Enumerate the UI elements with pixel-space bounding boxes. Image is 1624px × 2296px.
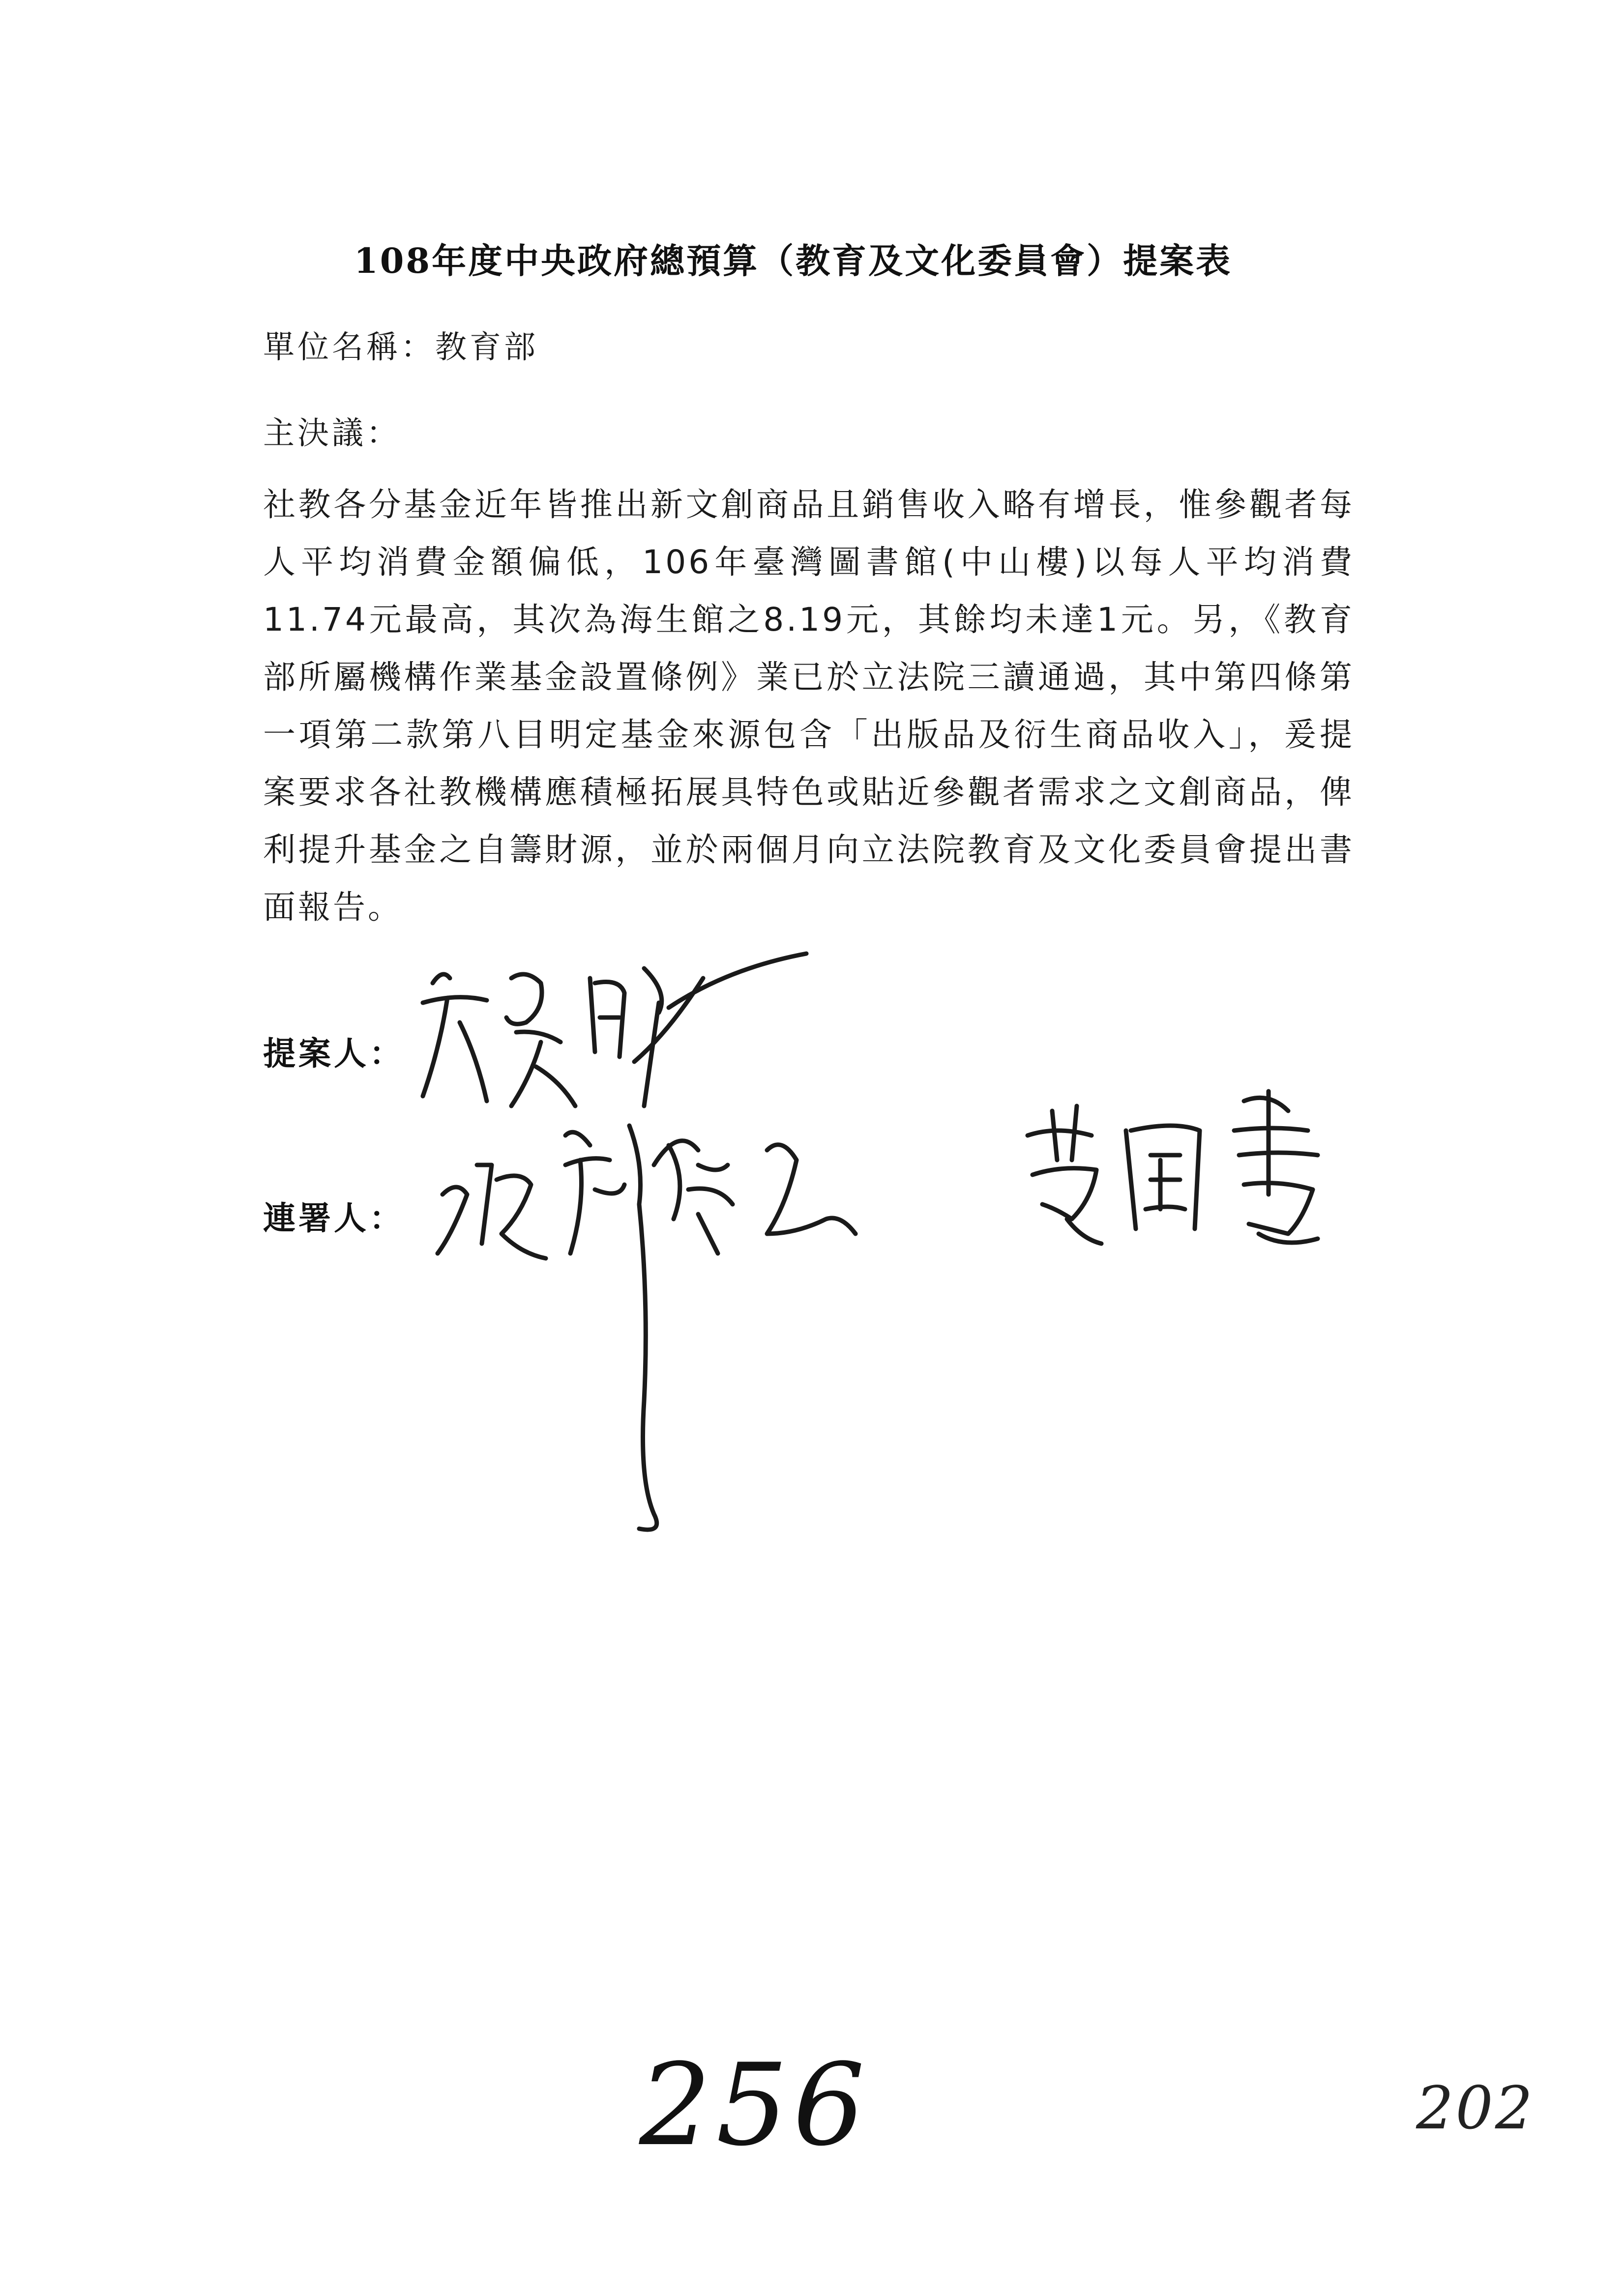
cosigner-signature-1: [423, 1106, 1042, 1573]
resolution-body: 社教各分基金近年皆推出新文創商品且銷售收入略有增長，惟參觀者每人平均消費金額偏低，106年臺灣圖書館(中山樓)以每人平均消費11.74元最高，其次為海生館之8.19元，其餘均未達1元。另，《教育部所屬機構作業基金設置條例》業已於立法院三讀通過，其中第四條第一項第二款第八目明定基金來源包含「出版品及衍生商品收入」，爰提案要求各社教機構應積極拓展具特色或貼近參觀者需求之文創商品，俾利提升基金之自籌財源，並於兩個月向立法院教育及文化委員會提出書面報告。: [263, 486, 1355, 926]
resolution-label: 主決議：: [263, 415, 401, 452]
unit-name: 單位名稱：教育部: [263, 329, 538, 366]
page-number-side: 202: [1416, 2074, 1535, 2143]
page-number-main: 256: [639, 2040, 870, 2171]
proposer-label: 提案人：: [263, 1035, 405, 1073]
cosigner-signature-2: [1013, 1072, 1367, 1268]
cosigner-label: 連署人：: [263, 1199, 405, 1237]
document-title: 108年度中央政府總預算（教育及文化委員會）提案表: [354, 240, 1233, 281]
